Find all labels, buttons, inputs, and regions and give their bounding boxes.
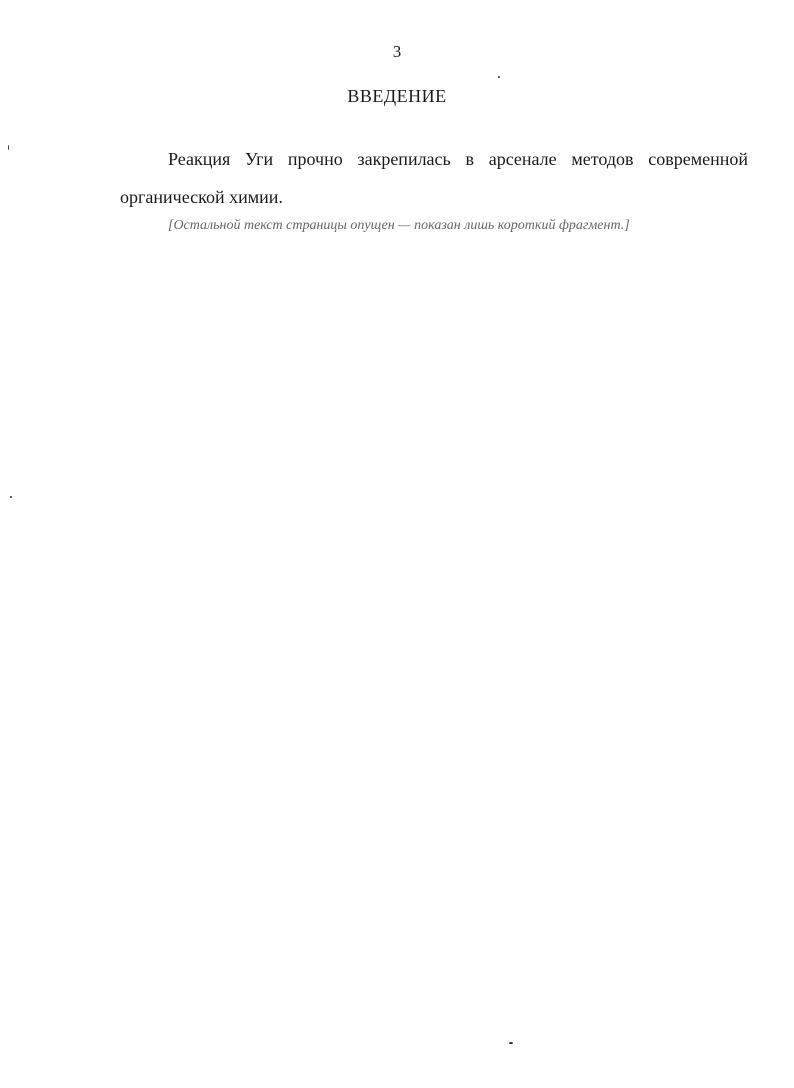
scan-speck (10, 496, 12, 498)
scan-speck (8, 145, 9, 150)
page-number: 3 (392, 42, 402, 61)
scan-speck (509, 1042, 513, 1044)
body-text (120, 140, 748, 236)
excerpt-paragraph: Реакция Уги прочно закрепилась в арсенале методов современной органической химии. (120, 149, 748, 207)
scan-speck (498, 76, 500, 78)
omission-note: [Остальной текст страницы опущен — показан лишь короткий фрагмент.] (168, 218, 630, 233)
page-title: ВВЕДЕНИЕ (347, 86, 447, 106)
